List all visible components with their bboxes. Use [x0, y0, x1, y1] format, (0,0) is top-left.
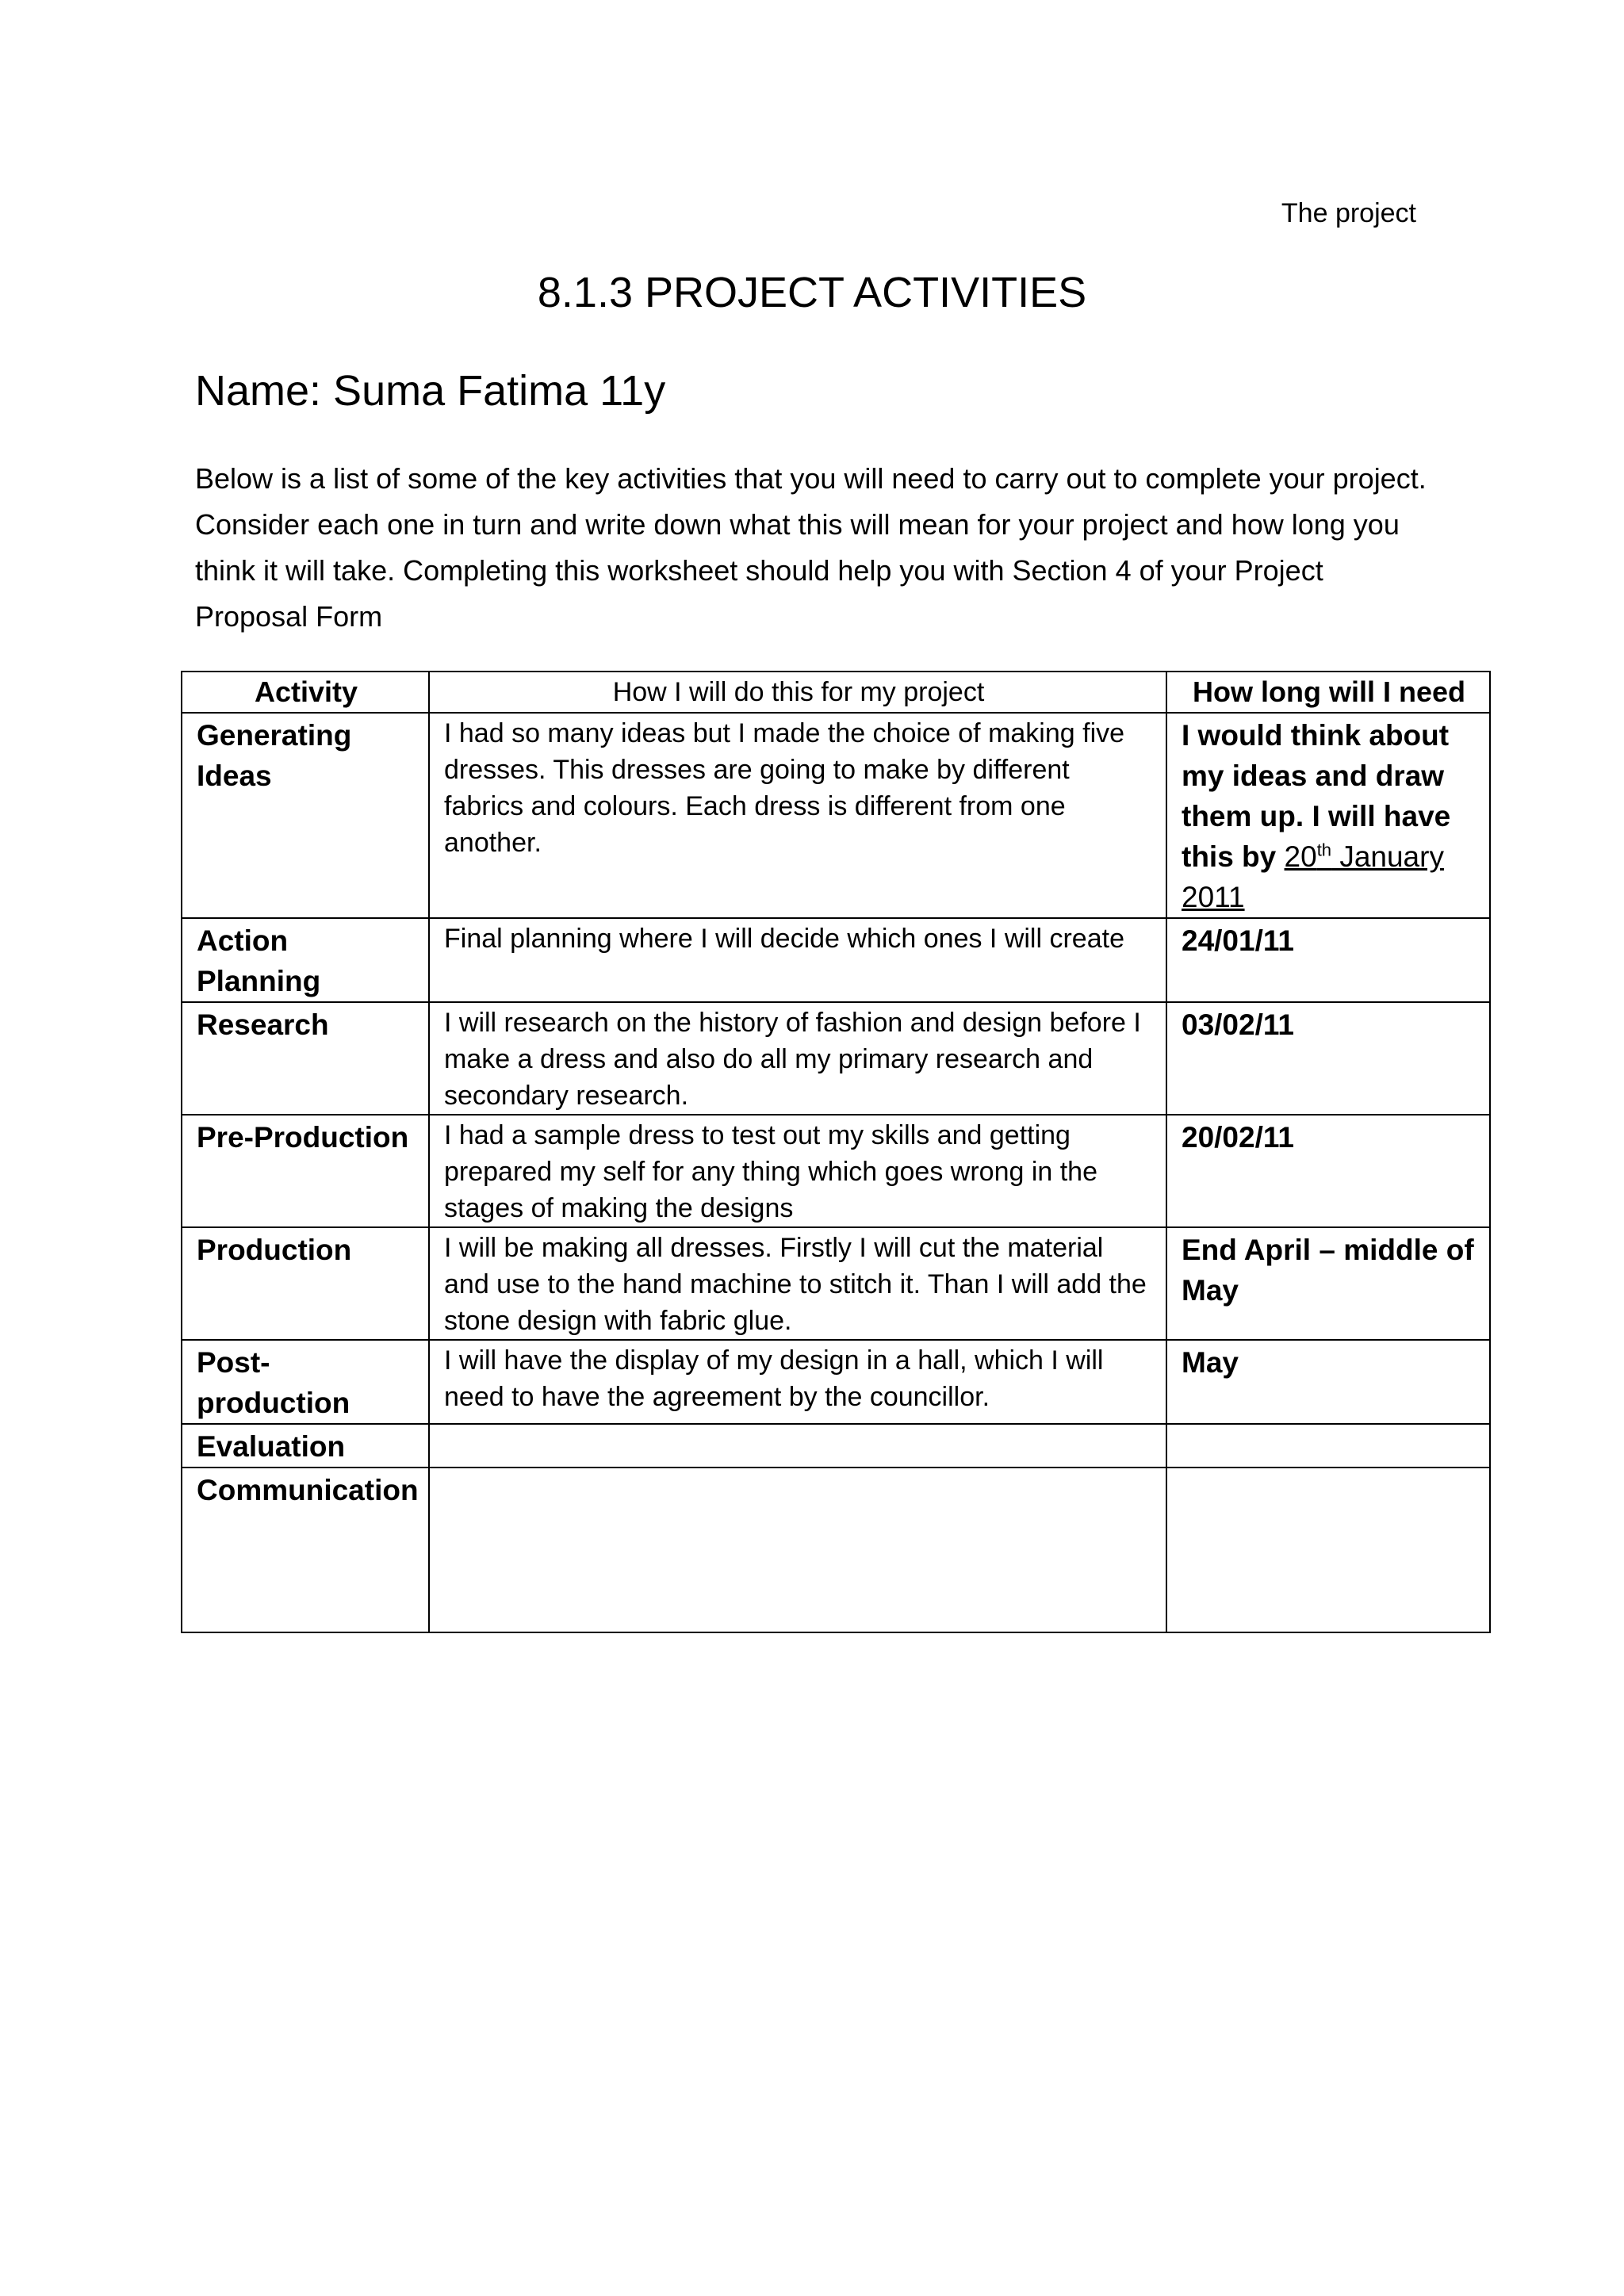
how-cell: [429, 1424, 1166, 1468]
how-cell: I will research on the history of fashion and design before I make a dress and also do all my primary research and secondary research.: [429, 1002, 1166, 1115]
activity-cell: Production: [182, 1227, 429, 1340]
table-row: [182, 1468, 1490, 1632]
page-title: 8.1.3 PROJECT ACTIVITIES: [537, 269, 1087, 316]
header-activity: Activity: [182, 672, 429, 713]
table-row: [182, 1002, 1490, 1115]
table-row: [182, 1340, 1490, 1424]
table-header-row: [182, 672, 1490, 713]
time-text: I would think about my ideas and draw them up. I will have this by: [1182, 719, 1451, 873]
time-cell: End April – middle of May: [1166, 1227, 1490, 1340]
activities-table: [181, 671, 1491, 1633]
how-cell: [429, 1468, 1166, 1632]
student-name: Name: Suma Fatima 11y: [195, 367, 666, 415]
time-day: 20: [1284, 840, 1317, 873]
time-cell: 03/02/11: [1166, 1002, 1490, 1115]
time-cell: [1166, 1424, 1490, 1468]
table-row: [182, 1424, 1490, 1468]
table-row: [182, 1115, 1490, 1227]
activity-cell: Pre-Production: [182, 1115, 429, 1227]
activity-cell: Research: [182, 1002, 429, 1115]
how-cell: Final planning where I will decide which ones I will create: [429, 918, 1166, 1002]
activity-cell: Communication: [182, 1468, 429, 1632]
time-cell: 20/02/11: [1166, 1115, 1490, 1227]
table-row: [182, 918, 1490, 1002]
section-label: The project: [1281, 198, 1416, 228]
time-cell: 24/01/11: [1166, 918, 1490, 1002]
activity-cell: Generating Ideas: [182, 713, 429, 918]
time-cell: [1166, 713, 1490, 918]
how-cell: I had a sample dress to test out my skills and getting prepared my self for any thing which goes wrong in the stages of making the designs: [429, 1115, 1166, 1227]
intro-paragraph: Below is a list of some of the key activities that you will need to carry out to complete your project. Consider each one in turn and write down what this will mean for your project and how long you think it will take. Completing this worksheet should help you with Section 4 of your Project Proposal Form: [195, 462, 1427, 633]
header-how: How I will do this for my project: [429, 672, 1166, 713]
how-cell: I will have the display of my design in a hall, which I will need to have the agreement by the councillor.: [429, 1340, 1166, 1424]
header-time: How long will I need: [1166, 672, 1490, 713]
activity-cell: Action Planning: [182, 918, 429, 1002]
time-ordinal: th: [1316, 840, 1332, 860]
time-month-year: January 2011: [1182, 840, 1444, 913]
table-row: [182, 1227, 1490, 1340]
activity-cell: Post-production: [182, 1340, 429, 1424]
time-cell: [1166, 1468, 1490, 1632]
activity-cell: Evaluation: [182, 1424, 429, 1468]
time-cell: May: [1166, 1340, 1490, 1424]
table-row: [182, 713, 1490, 918]
how-cell: I had so many ideas but I made the choice of making five dresses. This dresses are going to make by different fabrics and colours. Each dress is different from one another.: [429, 713, 1166, 918]
how-cell: I will be making all dresses. Firstly I will cut the material and use to the hand machine to stitch it. Than I will add the stone design with fabric glue.: [429, 1227, 1166, 1340]
